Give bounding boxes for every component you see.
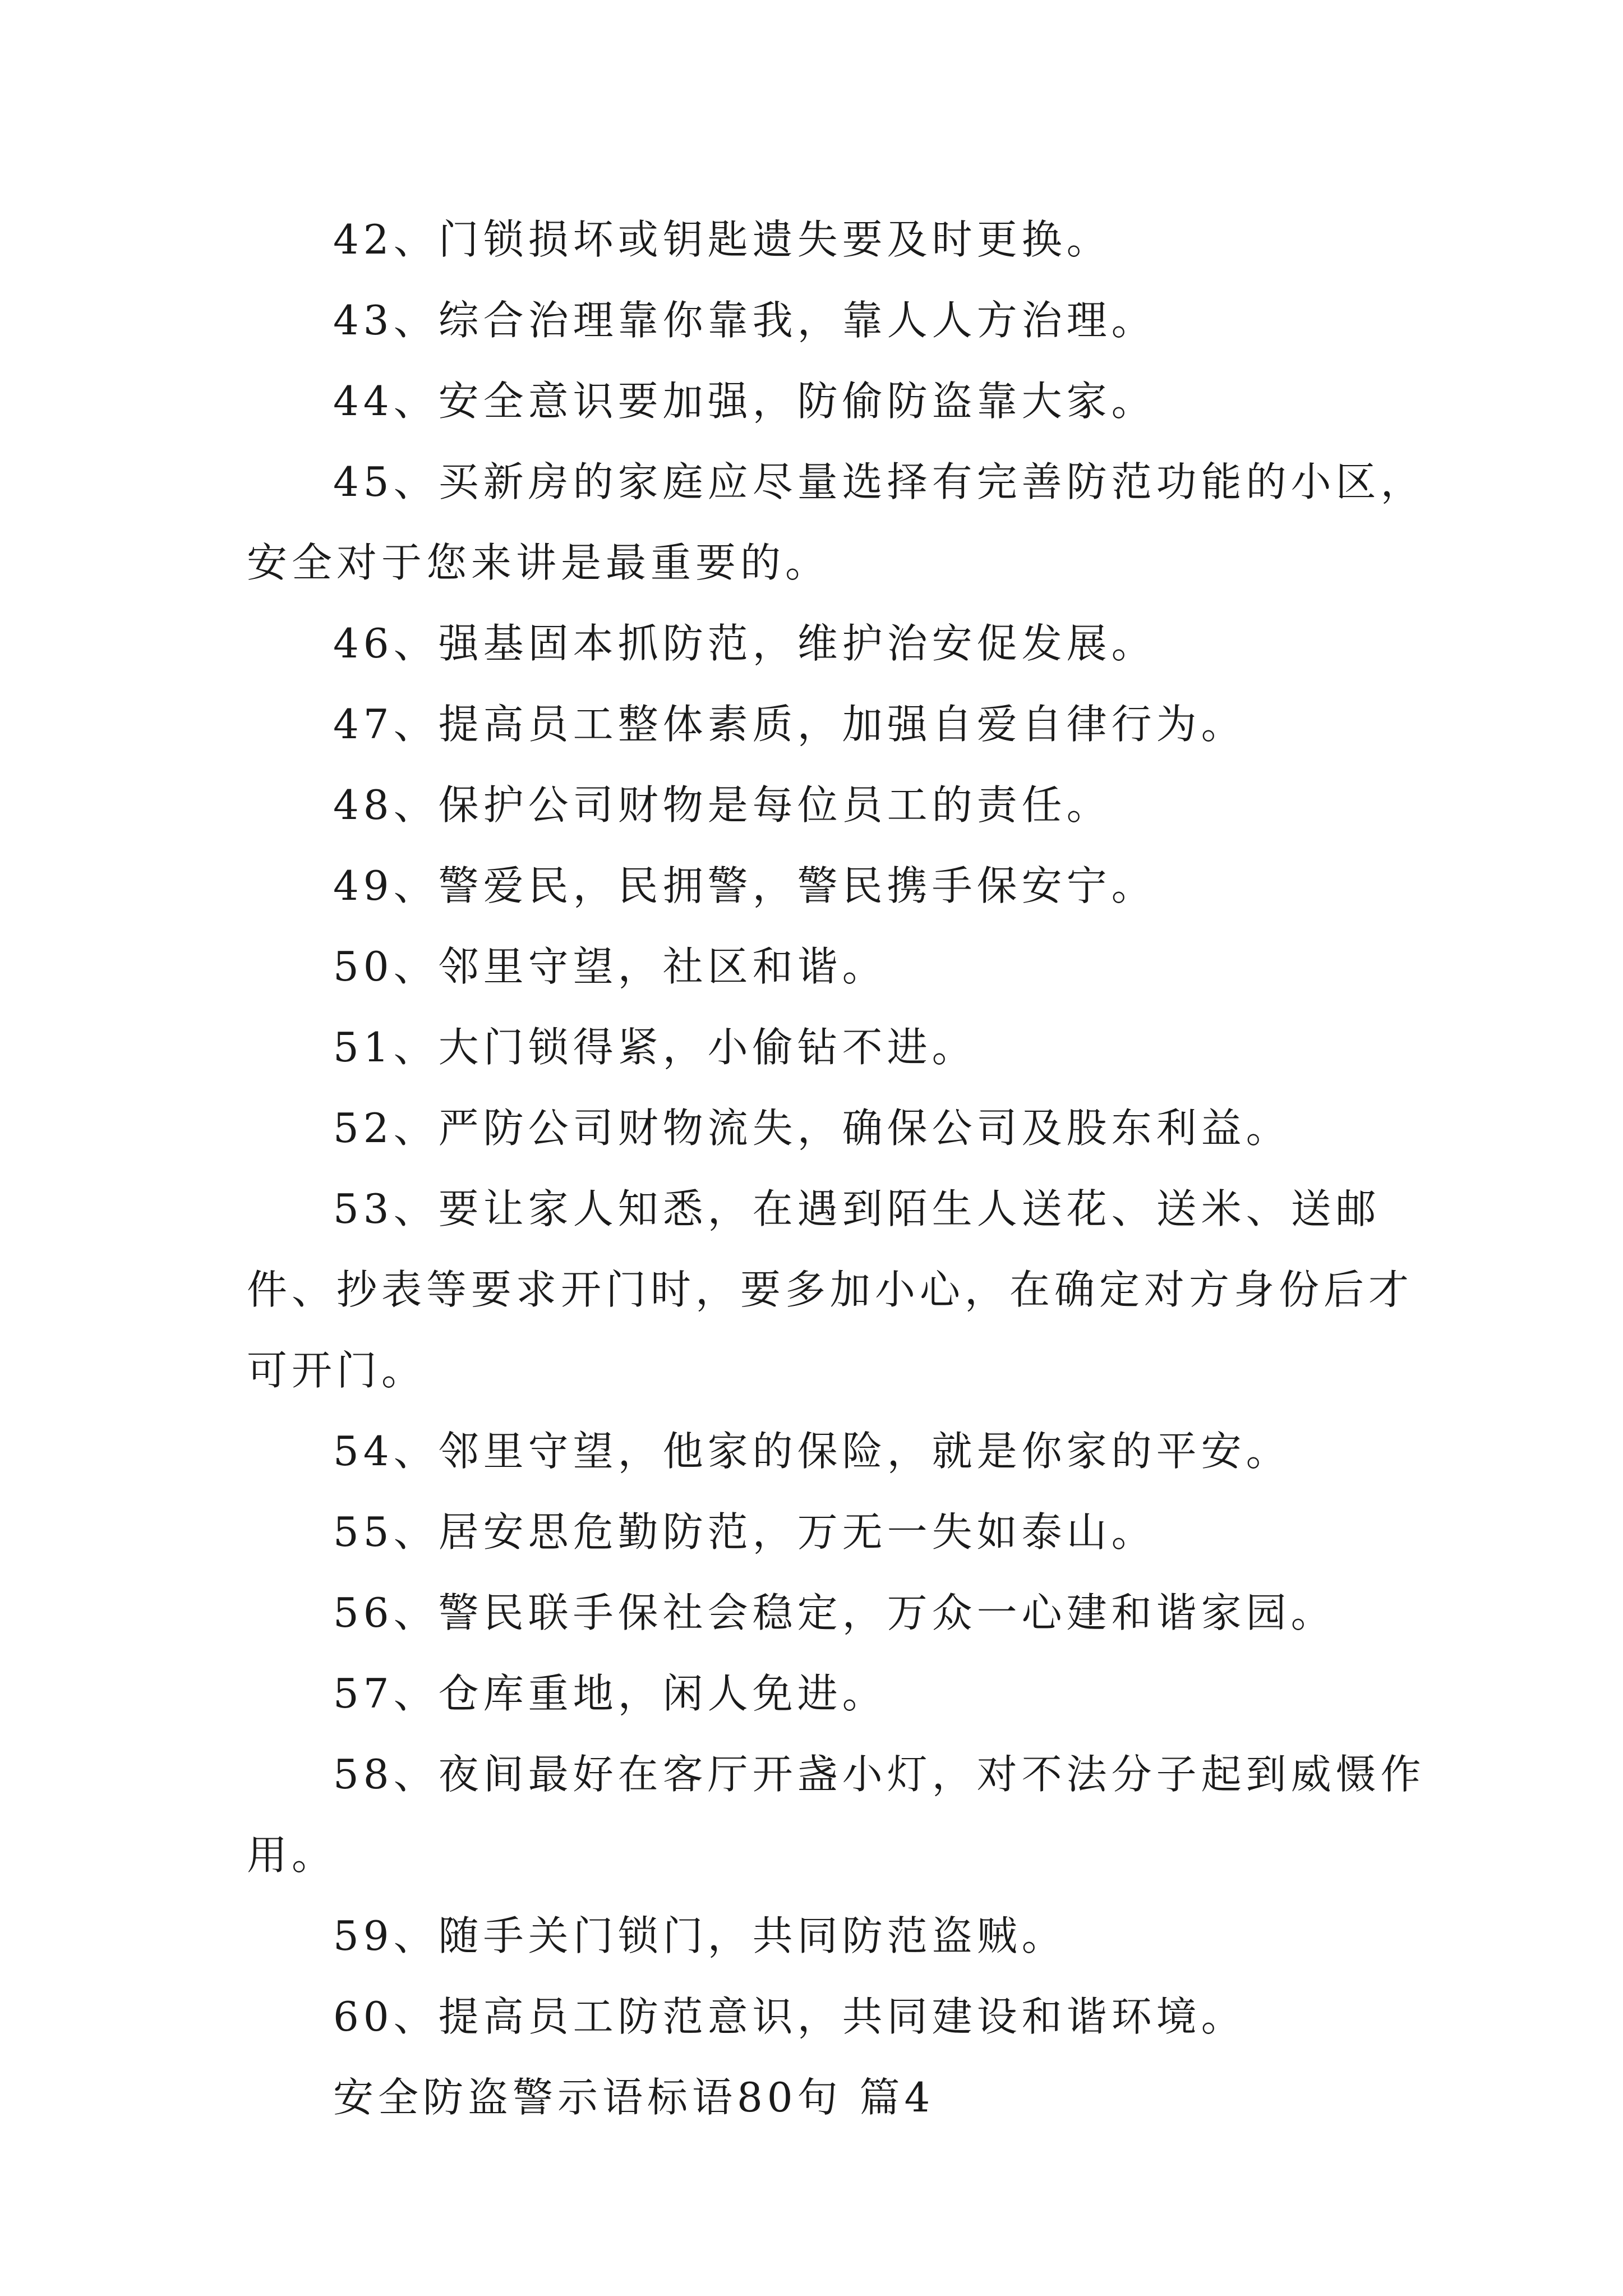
list-item-54: 54、邻里守望，他家的保险，就是你家的平安。 (333, 1428, 1291, 1475)
list-item-47: 47、提高员工整体素质，加强自爱自律行为。 (333, 701, 1246, 748)
document-body (247, 199, 1430, 2138)
list-item-57: 57、仓库重地，闲人免进。 (333, 1670, 887, 1717)
list-item-52: 52、严防公司财物流失，确保公司及股东利益。 (333, 1105, 1291, 1152)
list-item-50: 50、邻里守望，社区和谐。 (333, 943, 887, 990)
list-item-46: 46、强基固本抓防范，维护治安促发展。 (333, 620, 1156, 667)
list-item-56: 56、警民联手保社会稳定，万众一心建和谐家园。 (333, 1589, 1336, 1636)
list-item-43: 43、综合治理靠你靠我，靠人人方治理。 (333, 297, 1156, 344)
list-item-45: 45、买新房的家庭应尽量选择有完善防范功能的小区，安全对于您来讲是最重要的。 (247, 458, 1426, 586)
list-item-60: 60、提高员工防范意识，共同建设和谐环境。 (333, 1993, 1246, 2040)
list-item-48: 48、保护公司财物是每位员工的责任。 (333, 781, 1112, 829)
list-item-51: 51、大门锁得紧，小偷钻不进。 (333, 1024, 977, 1071)
list-item-42: 42、门锁损坏或钥匙遗失要及时更换。 (333, 216, 1112, 263)
list-item-44: 44、安全意识要加强，防偷防盗靠大家。 (333, 378, 1156, 425)
list-item-53: 53、要让家人知悉，在遇到陌生人送花、送米、送邮件、抄表等要求开门时，要多加小心，在确定对方身份后才可开门。 (247, 1185, 1414, 1394)
list-item-59: 59、随手关门锁门，共同防范盗贼。 (333, 1912, 1067, 1959)
list-item-58: 58、夜间最好在客厅开盏小灯，对不法分子起到威慑作用。 (247, 1751, 1426, 1879)
section-heading: 安全防盗警示语标语80句 篇4 (333, 2074, 935, 2121)
list-item-55: 55、居安思危勤防范，万无一失如泰山。 (333, 1508, 1156, 1556)
list-item-49: 49、警爱民，民拥警，警民携手保安宁。 (333, 862, 1156, 909)
